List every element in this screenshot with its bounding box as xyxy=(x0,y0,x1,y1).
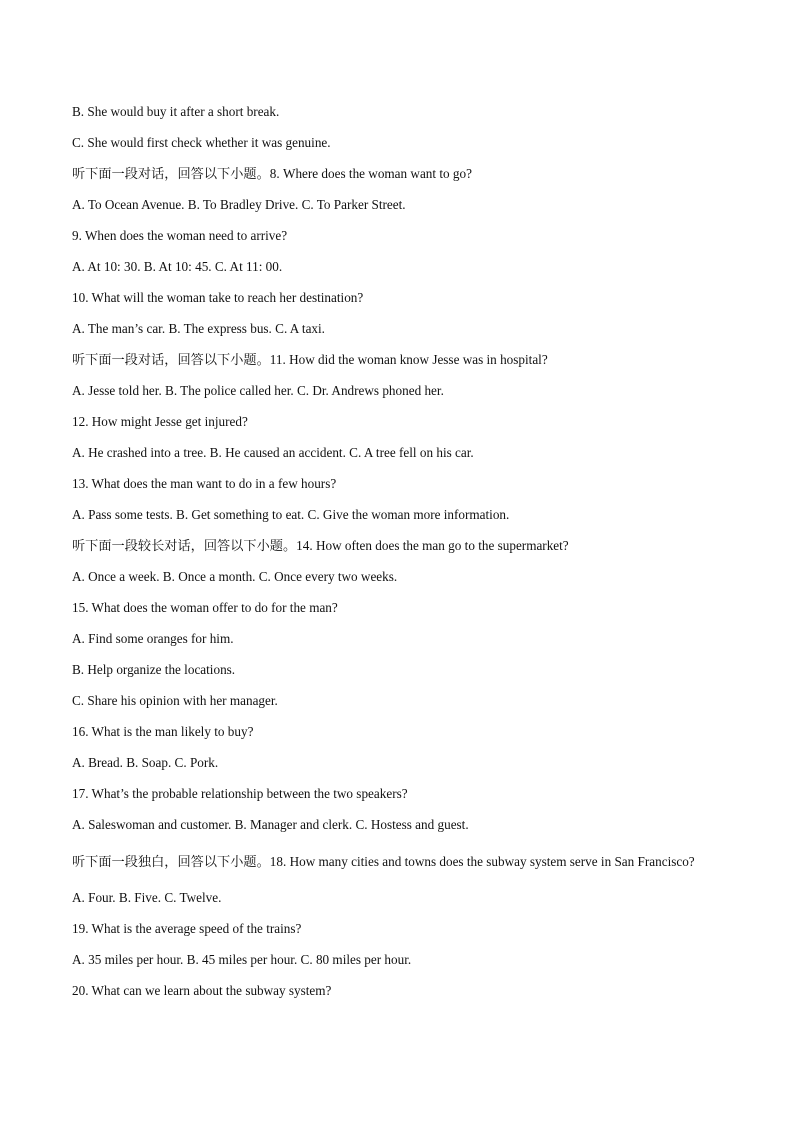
answer-options: A. He crashed into a tree. B. He caused an accident. C. A tree fell on his car. xyxy=(72,445,474,460)
answer-option: C. Share his opinion with her manager. xyxy=(72,693,278,708)
question: 13. What does the man want to do in a few hours? xyxy=(72,476,337,491)
answer-options: A. Saleswoman and customer. B. Manager and clerk. C. Hostess and guest. xyxy=(72,817,469,832)
answer-options: A. Pass some tests. B. Get something to eat. C. Give the woman more information. xyxy=(72,507,510,522)
question: 10. What will the woman take to reach her destination? xyxy=(72,290,364,305)
answer-options: A. Four. B. Five. C. Twelve. xyxy=(72,890,222,905)
question: 16. What is the man likely to buy? xyxy=(72,724,254,739)
question: 12. How might Jesse get injured? xyxy=(72,414,248,429)
document-page xyxy=(72,102,724,1012)
answer-option: A. Find some oranges for him. xyxy=(72,631,234,646)
question: 15. What does the woman offer to do for the man? xyxy=(72,600,338,615)
answer-option: B. Help organize the locations. xyxy=(72,662,236,677)
answer-options: A. To Ocean Avenue. B. To Bradley Drive. C. To Parker Street. xyxy=(72,197,406,212)
question: 19. What is the average speed of the trains? xyxy=(72,921,302,936)
answer-options: A. Jesse told her. B. The police called her. C. Dr. Andrews phoned her. xyxy=(72,383,444,398)
question: 20. What can we learn about the subway system? xyxy=(72,983,332,998)
section-heading: 听下面一段较长对话，回答以下小题。14. How often does the man go to the supermarket? xyxy=(72,538,569,553)
answer-options: A. 35 miles per hour. B. 45 miles per hour. C. 80 miles per hour. xyxy=(72,952,412,967)
answer-options: A. The man’s car. B. The express bus. C. A taxi. xyxy=(72,321,325,336)
text-line: B. She would buy it after a short break. xyxy=(72,104,280,119)
section-heading: 听下面一段对话，回答以下小题。11. How did the woman know Jesse was in hospital? xyxy=(72,352,548,367)
answer-options: A. Once a week. B. Once a month. C. Once every two weeks. xyxy=(72,569,398,584)
question: 9. When does the woman need to arrive? xyxy=(72,228,288,243)
answer-options: A. Bread. B. Soap. C. Pork. xyxy=(72,755,219,770)
answer-options: A. At 10: 30. B. At 10: 45. C. At 11: 00. xyxy=(72,259,283,274)
text-line: C. She would first check whether it was genuine. xyxy=(72,135,331,150)
section-heading: 听下面一段独白，回答以下小题。18. How many cities and towns does the subway system serve in San Francisco? xyxy=(72,854,695,869)
section-heading: 听下面一段对话，回答以下小题。8. Where does the woman want to go? xyxy=(72,166,472,181)
question: 17. What’s the probable relationship between the two speakers? xyxy=(72,786,408,801)
